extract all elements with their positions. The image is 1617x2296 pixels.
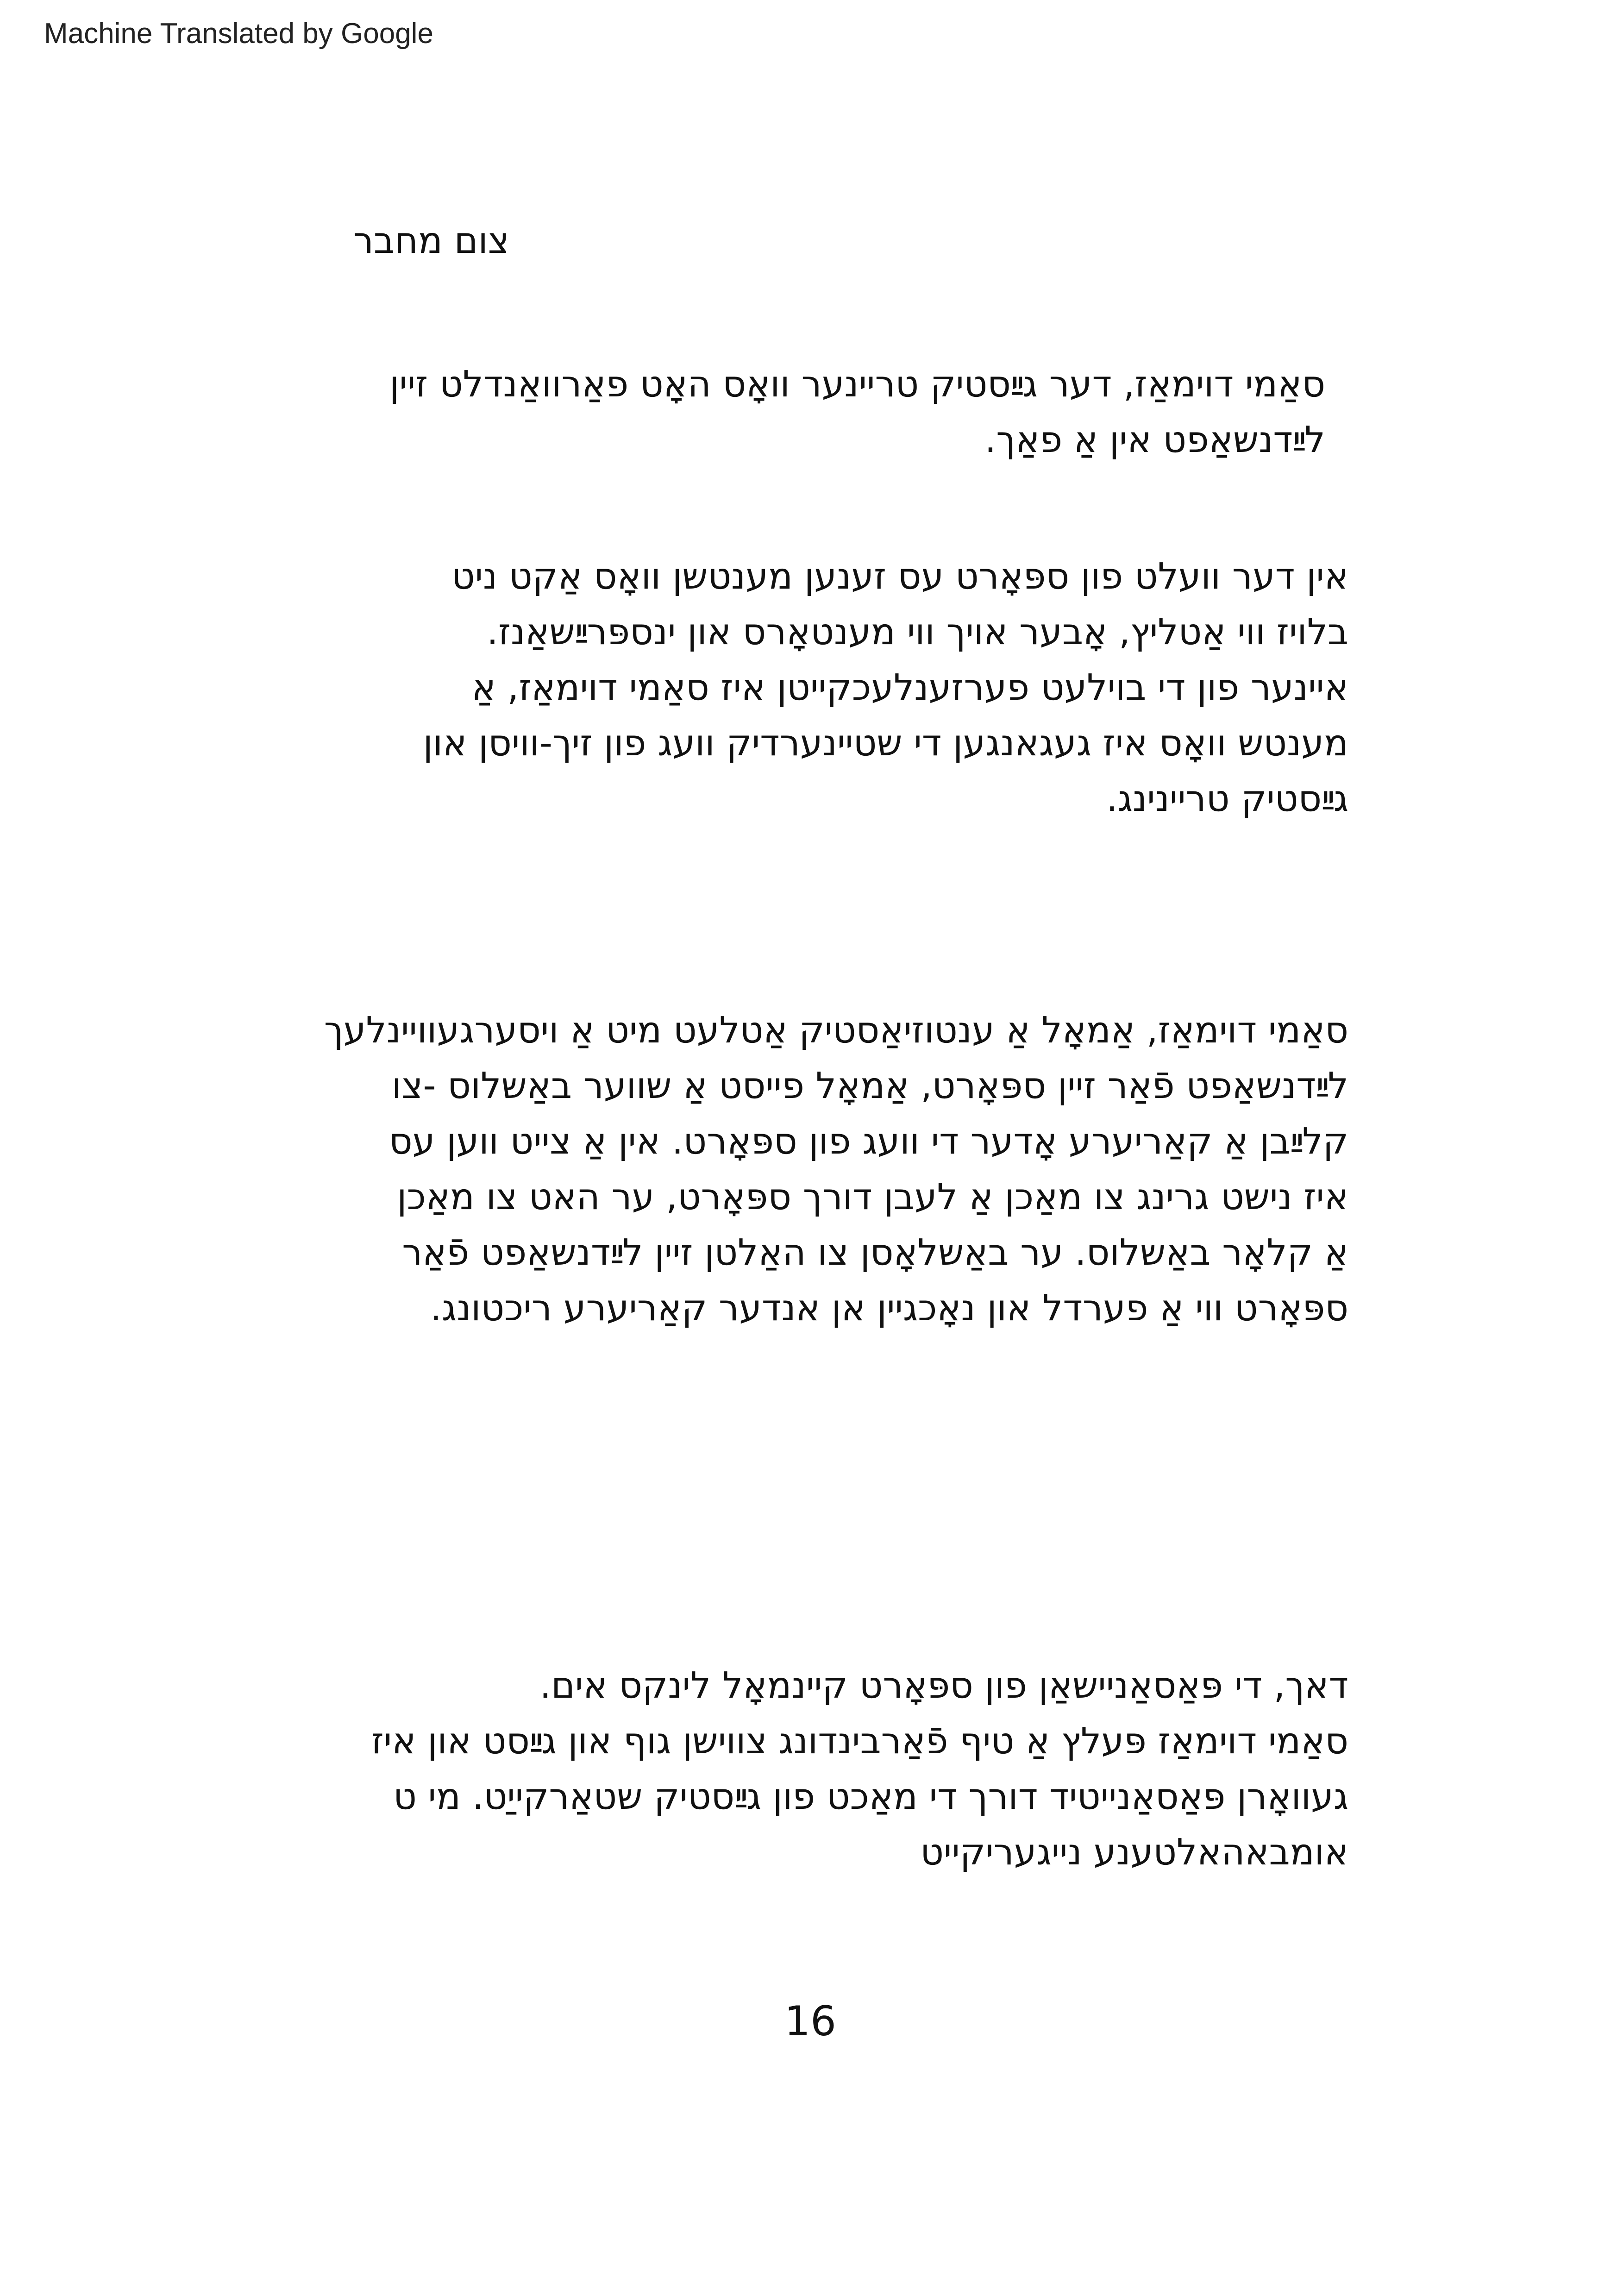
machine-translation-notice: Machine Translated by Google bbox=[44, 18, 433, 50]
paragraph-line: געוואָרן פּאַסאַנייטיד דורך די מאַכט פון גײַסטיק שטאַרקייַט. מי ט bbox=[393, 1776, 1348, 1818]
paragraph-line: ספּאָרט ווי אַ פערדל און נאָכגיין אן אנדער קאַריערע ריכטונג. bbox=[430, 1287, 1348, 1329]
paragraph-line: קלײַבן אַ קאַריערע אָדער די וועג פון ספּאָרט. אין אַ צייט ווען עס bbox=[389, 1121, 1348, 1162]
paragraph-line: סאַמי דוימאַז, דער גײַסטיק טריינער וואָס האָט פאַרוואַנדלט זיין bbox=[389, 364, 1325, 405]
paragraph-3 bbox=[324, 1003, 1348, 1336]
paragraph-line: לײַדנשאַפט פֿאַר זיין ספּאָרט, אַמאָל פייסט אַ שווער באַשלוס -צו bbox=[391, 1065, 1348, 1107]
chapter-heading: צום מחבר bbox=[353, 220, 509, 262]
page-number: 16 bbox=[784, 1997, 836, 2045]
paragraph-line: מענטש וואָס איז געגאנגען די שטיינערדיק וועג פון זיך-וויסן און bbox=[423, 722, 1348, 764]
paragraph-line: בלויז ווי אַטליץ, אָבער אויך ווי מענטאָרס און ינספּרײַשאַנז. bbox=[487, 611, 1348, 653]
paragraph-1 bbox=[389, 357, 1325, 468]
paragraph-line: אַ קלאָר באַשלוס. ער באַשלאָסן צו האַלטן זיין לײַדנשאַפט פֿאַר bbox=[402, 1232, 1348, 1273]
paragraph-line: גײַסטיק טריינינג. bbox=[1106, 778, 1348, 820]
paragraph-line: אומבאהאלטענע נייגעריקייט bbox=[920, 1832, 1348, 1873]
paragraph-line: סאַמי דוימאַז פּעלץ אַ טיף פֿאַרבינדונג צווישן גוף און גײַסט און איז bbox=[371, 1720, 1348, 1762]
paragraph-line: איז נישט גרינג צו מאַכן אַ לעבן דורך ספּאָרט, ער האט צו מאַכן bbox=[397, 1176, 1348, 1218]
paragraph-line: אין דער וועלט פון ספּאָרט עס זענען מענטשן וואָס אַקט ניט bbox=[451, 556, 1348, 597]
paragraph-line: איינער פון די בוילעט פערזענלעכקייטן איז סאַמי דוימאַז, אַ bbox=[471, 667, 1348, 709]
paragraph-4 bbox=[371, 1658, 1348, 1880]
paragraph-2 bbox=[423, 549, 1348, 827]
paragraph-line: סאַמי דוימאַז, אַמאָל אַ ענטוזיאַסטיק אַטלעט מיט אַ ויסערגעוויינלעך bbox=[324, 1010, 1348, 1051]
paragraph-line: לײַדנשאַפט אין אַ פאַך. bbox=[984, 419, 1325, 461]
paragraph-line: דאך, די פּאַסאַניישאַן פון ספּאָרט קיינמאָל לינקס אים. bbox=[539, 1665, 1348, 1706]
